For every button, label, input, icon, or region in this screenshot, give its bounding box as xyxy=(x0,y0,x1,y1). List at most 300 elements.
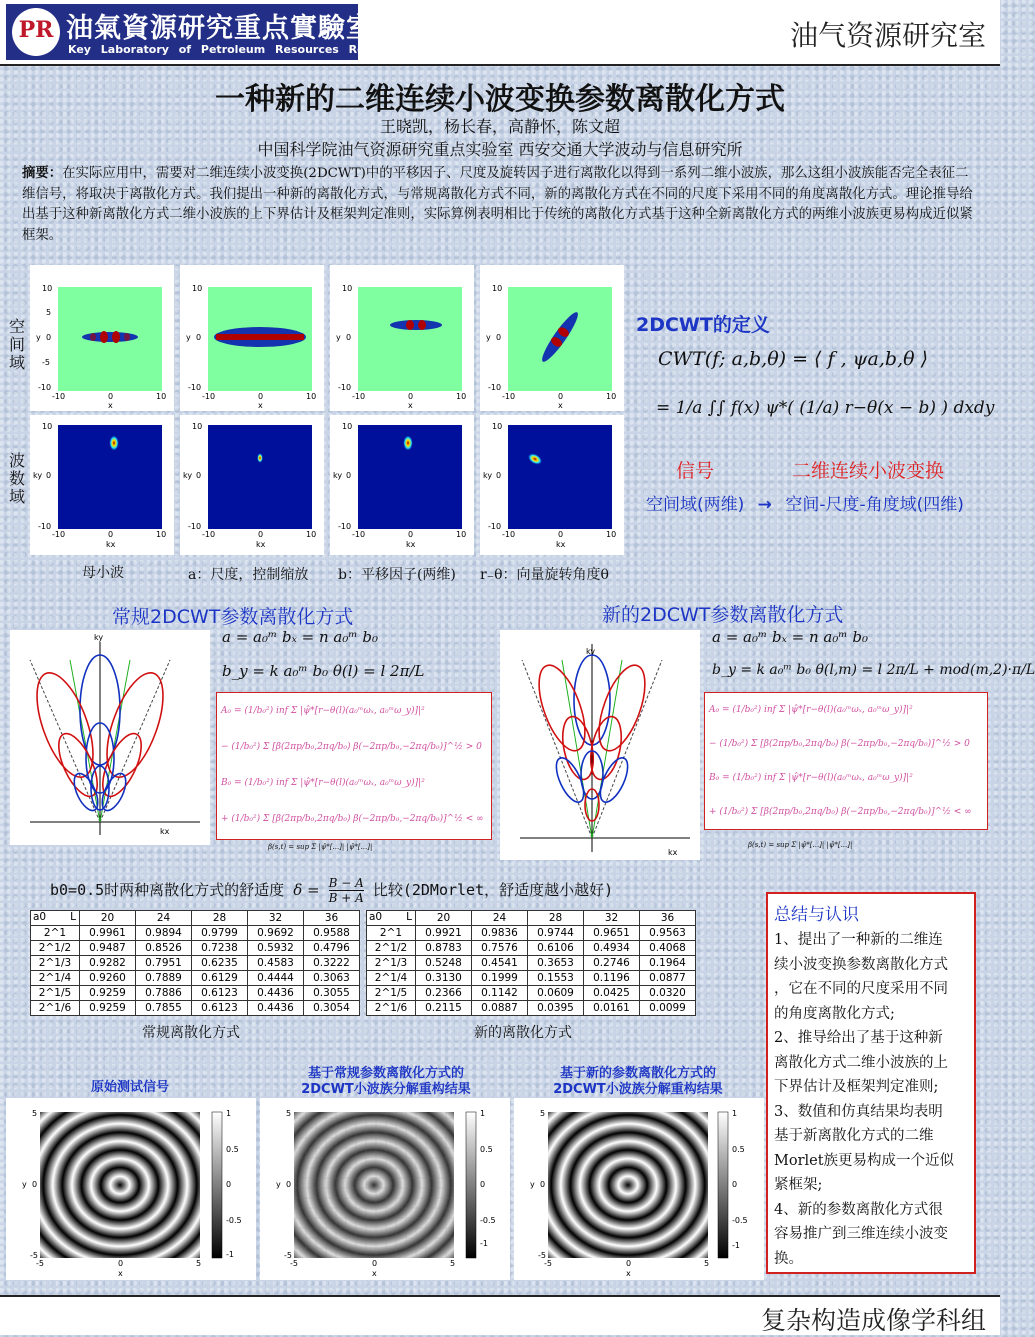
corner-l: L xyxy=(406,911,412,923)
table-cell: 2^1/5 xyxy=(367,986,416,1001)
table-cell: 0.7855 xyxy=(136,1001,192,1016)
svg-text:10: 10 xyxy=(192,422,203,431)
comparison-pre: b0=0.5时两种离散化方式的舒适度 xyxy=(50,881,285,899)
comparison-frac-den: B + A xyxy=(328,891,364,905)
poster-header xyxy=(0,0,1000,66)
svg-text:kx: kx xyxy=(106,540,116,549)
image-title-new xyxy=(520,1066,756,1098)
table-header xyxy=(31,911,360,926)
table-new-caption: 新的离散化方式 xyxy=(474,1025,572,1041)
svg-text:y: y xyxy=(530,1180,535,1189)
svg-text:-1: -1 xyxy=(226,1250,234,1259)
conv-bound-A1: − (1/b₀²) Σ [β(2πp/b₀,2πq/b₀) β(−2πp/b₀,−2πq/b₀)]^½ > 0 xyxy=(221,742,482,752)
svg-text:-5: -5 xyxy=(30,1251,38,1260)
table-cell: 0.7889 xyxy=(136,971,192,986)
summary-line: 1、提出了一种新的二维连 xyxy=(774,932,943,948)
corner-a0: a0 xyxy=(369,911,383,923)
header-cell: 36 xyxy=(640,911,696,926)
table-cell: 0.1999 xyxy=(472,971,528,986)
svg-text:x: x xyxy=(372,1269,377,1278)
svg-text:0: 0 xyxy=(540,1180,546,1189)
image-title-line: 基于常规参数离散化方式的 xyxy=(307,1066,464,1081)
svg-text:0: 0 xyxy=(108,530,114,539)
svg-text:1: 1 xyxy=(732,1109,738,1118)
table-cell: 0.4436 xyxy=(248,1001,304,1016)
table-cell: 0.9651 xyxy=(584,926,640,941)
summary-line: ，它在不同的尺度采用不同 xyxy=(774,981,948,997)
panel-rotation-wavenumber xyxy=(480,415,624,555)
lab-name-en: Key Laboratory of Petroleum Resources Research xyxy=(68,43,406,56)
panel-rotation-space xyxy=(480,265,624,411)
table-cell: 0.1142 xyxy=(472,986,528,1001)
new-beta: β(s,t) = sup Σ |ψ̂*[...]| |ψ̂*[...]| xyxy=(748,841,853,849)
svg-text:0: 0 xyxy=(496,471,502,480)
table-cell: 0.2115 xyxy=(416,1001,472,1016)
svg-text:10: 10 xyxy=(192,284,203,293)
svg-text:0.5: 0.5 xyxy=(732,1145,745,1154)
image-title-line: 基于新的参数离散化方式的 xyxy=(559,1066,716,1081)
table-conventional xyxy=(30,910,360,1016)
svg-text:-0.5: -0.5 xyxy=(480,1216,496,1225)
table-new xyxy=(366,910,696,1016)
label-signal: 信号 xyxy=(676,460,715,482)
table-corner xyxy=(367,911,416,926)
comparison-delta: δ = xyxy=(293,881,320,899)
table-cell: 0.1964 xyxy=(640,956,696,971)
svg-text:0: 0 xyxy=(558,392,564,401)
panel-mother-space xyxy=(30,265,174,411)
new-bound-B1: + (1/b₀²) Σ [β(2πp/b₀,2πq/b₀) β(−2πp/b₀,−2πq/b₀)]^½ < ∞ xyxy=(709,807,972,817)
conv-ky-label: ky xyxy=(94,633,104,642)
table-corner xyxy=(31,911,80,926)
definition-equation-2: = 1/a ∫∫ f(x) ψ*( (1/a) r−θ(x − b) ) dxdy xyxy=(656,398,995,418)
svg-text:0: 0 xyxy=(480,1180,486,1189)
authors: 王晓凯，杨长春，高静怀，陈文超 xyxy=(379,117,620,136)
table-cell: 0.0609 xyxy=(528,986,584,1001)
table-cell: 0.4583 xyxy=(248,956,304,971)
summary-line: 容易推广到三维连续小波变 xyxy=(774,1226,948,1242)
new-ky-label: ky xyxy=(586,647,596,656)
table-cell: 0.7576 xyxy=(472,941,528,956)
table-cell: 2^1/3 xyxy=(367,956,416,971)
table-cell: 2^1/4 xyxy=(367,971,416,986)
table-row xyxy=(31,926,360,941)
table-cell: 0.8526 xyxy=(136,941,192,956)
svg-text:0: 0 xyxy=(118,1259,124,1268)
svg-text:0: 0 xyxy=(258,530,264,539)
table-cell: 0.9259 xyxy=(80,986,136,1001)
table-cell: 0.5248 xyxy=(416,956,472,971)
image-title-conventional xyxy=(268,1066,504,1098)
svg-text:5: 5 xyxy=(32,1109,38,1118)
svg-text:-10: -10 xyxy=(502,530,516,539)
svg-text:10: 10 xyxy=(42,422,53,431)
conv-bound-A0: A₀ = (1/b₀²) inf Σ |ψ̂*[r−θ(l)(a₀ᵐωₓ, a₀ᵐω_y)]|² xyxy=(221,706,425,716)
table-conventional-wrap xyxy=(30,910,360,1016)
svg-text:x: x xyxy=(408,401,413,410)
conv-bound-B0: B₀ = (1/b₀²) inf Σ |ψ̂*[r−θ(l)(a₀ᵐωₓ, a₀ᵐω_y)]|² xyxy=(221,778,425,788)
svg-text:10: 10 xyxy=(606,530,617,539)
svg-text:5: 5 xyxy=(196,1259,202,1268)
table-cell: 0.9799 xyxy=(192,926,248,941)
summary-line: 换。 xyxy=(774,1250,803,1267)
table-cell: 0.6123 xyxy=(192,1001,248,1016)
panel-scale-space xyxy=(180,265,324,411)
summary-line: 离散化方式二维小波族的上 xyxy=(774,1054,948,1071)
svg-text:-0.5: -0.5 xyxy=(732,1216,748,1225)
svg-text:10: 10 xyxy=(156,530,167,539)
caption-rotation-text: 向量旋转角度θ xyxy=(516,567,609,583)
svg-text:0: 0 xyxy=(108,392,114,401)
svg-text:ky: ky xyxy=(333,471,343,480)
table-cell: 0.3054 xyxy=(304,1001,360,1016)
header-cell: 24 xyxy=(136,911,192,926)
comparison-heading xyxy=(50,876,613,905)
comparison-post: 比较(2DMorlet，舒适度越小越好) xyxy=(372,881,614,899)
label-transform: 二维连续小波变换 xyxy=(792,460,945,482)
svg-text:10: 10 xyxy=(456,392,467,401)
table-cell: 2^1/5 xyxy=(31,986,80,1001)
header-cell: 32 xyxy=(584,911,640,926)
table-cell: 0.6123 xyxy=(192,986,248,1001)
new-eq-a: a = a₀ᵐ bₓ = n a₀ᵐ b₀ xyxy=(712,628,868,646)
table-cell: 2^1/6 xyxy=(367,1001,416,1016)
table-cell: 0.4068 xyxy=(640,941,696,956)
table-cell: 0.9260 xyxy=(80,971,136,986)
svg-text:5: 5 xyxy=(450,1259,456,1268)
corner-a0: a0 xyxy=(33,911,47,923)
panel-mother-wavenumber xyxy=(30,415,174,555)
svg-text:0: 0 xyxy=(346,471,352,480)
svg-text:-10: -10 xyxy=(338,383,352,392)
svg-text:-10: -10 xyxy=(202,392,216,401)
department-name: 油气资源研究室 xyxy=(789,19,986,52)
table-cell: 0.9259 xyxy=(80,1001,136,1016)
svg-text:10: 10 xyxy=(456,530,467,539)
svg-text:-10: -10 xyxy=(352,392,366,401)
conv-beta: β(s,t) = sup Σ |ψ̂*[...]| |ψ̂*[...]| xyxy=(268,843,373,851)
svg-text:x: x xyxy=(558,401,563,410)
conventional-bounds-box xyxy=(216,692,492,840)
summary-line: 下界估计及框架判定准则; xyxy=(774,1079,939,1095)
svg-text:ky: ky xyxy=(183,471,193,480)
table-cell: 0.0320 xyxy=(640,986,696,1001)
table-cell: 0.3055 xyxy=(304,986,360,1001)
table-cell: 2^1 xyxy=(31,926,80,941)
summary-line: 2、推导给出了基于这种新 xyxy=(774,1030,943,1046)
table-row xyxy=(31,941,360,956)
table-cell: 2^1/6 xyxy=(31,1001,80,1016)
image-new-reconstruction xyxy=(514,1098,764,1280)
table-cell: 2^1/2 xyxy=(367,941,416,956)
table-cell: 0.0877 xyxy=(640,971,696,986)
svg-text:10: 10 xyxy=(306,530,317,539)
image-title-line: 原始测试信号 xyxy=(90,1080,169,1095)
domain-to: 空间-尺度-角度域(四维) xyxy=(785,495,964,515)
svg-text:10: 10 xyxy=(156,392,167,401)
table-cell: 0.4436 xyxy=(248,986,304,1001)
table-cell: 0.9836 xyxy=(472,926,528,941)
conventional-eq-b: b_y = k a₀ᵐ b₀ θ(l) = l 2π/L xyxy=(222,662,425,680)
table-row xyxy=(31,971,360,986)
header-cell: 20 xyxy=(80,911,136,926)
svg-text:kx: kx xyxy=(556,540,566,549)
svg-text:-5: -5 xyxy=(538,1251,546,1260)
image-conventional-reconstruction xyxy=(260,1098,510,1280)
svg-text:0: 0 xyxy=(226,1180,232,1189)
header-cell: 28 xyxy=(528,911,584,926)
table-cell: 2^1/2 xyxy=(31,941,80,956)
table-cell: 0.9744 xyxy=(528,926,584,941)
svg-text:-1: -1 xyxy=(732,1241,740,1250)
svg-text:-5: -5 xyxy=(36,1259,44,1268)
table-cell: 0.3130 xyxy=(416,971,472,986)
table-row xyxy=(367,941,696,956)
table-row xyxy=(31,956,360,971)
table-cell: 0.9563 xyxy=(640,926,696,941)
svg-text:10: 10 xyxy=(606,392,617,401)
table-cell: 0.2366 xyxy=(416,986,472,1001)
svg-text:ky: ky xyxy=(483,471,493,480)
lab-logo xyxy=(6,4,406,60)
svg-text:5: 5 xyxy=(540,1109,546,1118)
table-cell: 0.6106 xyxy=(528,941,584,956)
svg-text:-10: -10 xyxy=(38,522,52,531)
poster-footer xyxy=(0,1295,1000,1335)
svg-text:0: 0 xyxy=(626,1259,632,1268)
caption-rotation-symbol: r₋θ： xyxy=(480,567,517,583)
conv-bound-B1: + (1/b₀²) Σ [β(2πp/b₀,2πq/b₀) β(−2πp/b₀,−2πq/b₀)]^½ < ∞ xyxy=(221,814,484,824)
table-cell: 0.9692 xyxy=(248,926,304,941)
image-title-line: 2DCWT小波族分解重构结果 xyxy=(553,1082,723,1097)
summary-line: 4、新的参数离散化方式很 xyxy=(774,1201,943,1218)
new-eq-b: b_y = k a₀ᵐ b₀ θ(l,m) = l 2π/L + mod(m,2)·π/L xyxy=(712,662,1035,678)
table-cell: 0.6129 xyxy=(192,971,248,986)
table-cell: 0.9282 xyxy=(80,956,136,971)
image-original xyxy=(6,1098,256,1280)
svg-text:y: y xyxy=(22,1180,27,1189)
new-tiling-plot xyxy=(500,630,700,860)
svg-text:x: x xyxy=(108,401,113,410)
table-cell: 0.7951 xyxy=(136,956,192,971)
table-cell: 0.4934 xyxy=(584,941,640,956)
conv-kx-label: kx xyxy=(160,827,170,836)
header-cell: 28 xyxy=(192,911,248,926)
svg-text:y: y xyxy=(36,333,41,342)
svg-text:ky: ky xyxy=(33,471,43,480)
table-cell: 0.2746 xyxy=(584,956,640,971)
table-cell: 0.7238 xyxy=(192,941,248,956)
table-cell: 2^1/3 xyxy=(31,956,80,971)
svg-text:y: y xyxy=(486,333,491,342)
svg-text:5: 5 xyxy=(46,308,52,317)
research-group: 复杂构造成像学科组 xyxy=(760,1306,986,1335)
svg-text:-10: -10 xyxy=(52,392,66,401)
table-row xyxy=(367,1001,696,1016)
svg-text:-10: -10 xyxy=(488,383,502,392)
svg-text:y: y xyxy=(276,1180,281,1189)
table-cell: 0.3653 xyxy=(528,956,584,971)
svg-text:-10: -10 xyxy=(352,530,366,539)
panel-translation-wavenumber xyxy=(330,415,474,555)
table-cell: 0.0099 xyxy=(640,1001,696,1016)
svg-text:0.5: 0.5 xyxy=(226,1145,239,1154)
new-bound-A1: − (1/b₀²) Σ [β(2πp/b₀,2πq/b₀) β(−2πp/b₀,−2πq/b₀)]^½ > 0 xyxy=(709,739,970,749)
svg-text:0: 0 xyxy=(496,333,502,342)
svg-text:10: 10 xyxy=(42,284,53,293)
table-row xyxy=(367,986,696,1001)
table-row xyxy=(367,971,696,986)
svg-text:5: 5 xyxy=(704,1259,710,1268)
svg-text:10: 10 xyxy=(342,284,353,293)
summary-line: 续小波变换参数离散化方式 xyxy=(774,956,948,973)
table-cell: 0.8783 xyxy=(416,941,472,956)
svg-text:x: x xyxy=(626,1269,631,1278)
row-label-space: 空间域 xyxy=(8,317,25,372)
table-cell: 0.1196 xyxy=(584,971,640,986)
table-cell: 0.0395 xyxy=(528,1001,584,1016)
svg-text:0: 0 xyxy=(408,530,414,539)
table-row xyxy=(367,926,696,941)
header-cell: 36 xyxy=(304,911,360,926)
lab-name-cn: 油氣資源研究重点實驗室 xyxy=(66,13,374,44)
comparison-frac-num: B − A xyxy=(328,876,364,890)
table-cell: 0.4541 xyxy=(472,956,528,971)
svg-text:-1: -1 xyxy=(480,1239,488,1248)
summary-line: Morlet族更易构成一个近似 xyxy=(774,1152,955,1169)
svg-text:0: 0 xyxy=(196,333,202,342)
svg-text:y: y xyxy=(336,333,341,342)
table-cell: 0.9921 xyxy=(416,926,472,941)
summary-line: 的角度离散化方式; xyxy=(774,1005,895,1022)
table-cell: 0.0161 xyxy=(584,1001,640,1016)
svg-text:-0.5: -0.5 xyxy=(226,1216,242,1225)
table-cell: 0.0887 xyxy=(472,1001,528,1016)
summary-line: 3、数值和仿真结果均表明 xyxy=(774,1103,943,1120)
panel-translation-space xyxy=(330,265,474,411)
new-title: 新的2DCWT参数离散化方式 xyxy=(602,604,844,626)
table-conventional-caption: 常规离散化方式 xyxy=(142,1025,240,1041)
table-row xyxy=(31,986,360,1001)
table-cell: 2^1/4 xyxy=(31,971,80,986)
table-cell: 0.9961 xyxy=(80,926,136,941)
svg-text:0: 0 xyxy=(286,1180,292,1189)
svg-text:5: 5 xyxy=(286,1109,292,1118)
svg-text:10: 10 xyxy=(342,422,353,431)
abstract-text: 在实际应用中，需要对二维连续小波变换(2DCWT)中的平移因子、尺度及旋转因子进行离散化以得到一系列二维小波族，那么这组小波族能否完全表征二维信号，将取决于离散化方式。我们提出一种新的离散化方式，与常规离散化方式不同，新的离散化方式在不同的尺度下采用不同的角度离散化方式。理论推导给出基于这种新离散化方式二维小波族的上下界估计及框架判定准则，实际算例表明相比于传统的离散化方式基于这种全新离散化方式的两维小波族更易构成近似紧框架。 xyxy=(22,166,973,243)
conventional-tiling-plot xyxy=(10,630,210,845)
domain-from: 空间域(两维) xyxy=(646,495,745,515)
abstract xyxy=(22,164,978,246)
svg-text:0: 0 xyxy=(558,530,564,539)
definition-equation-1: CWT(f; a,b,θ) = ⟨ f , ψa,b,θ ⟩ xyxy=(658,348,929,370)
logo-emblem-icon xyxy=(12,8,60,56)
header-cell: 32 xyxy=(248,911,304,926)
caption-mother: 母小波 xyxy=(82,565,124,581)
svg-text:1: 1 xyxy=(226,1109,232,1118)
svg-text:10: 10 xyxy=(492,284,503,293)
svg-text:0: 0 xyxy=(732,1180,738,1189)
svg-text:10: 10 xyxy=(492,422,503,431)
svg-text:1: 1 xyxy=(480,1109,486,1118)
table-cell: 0.9487 xyxy=(80,941,136,956)
svg-text:-5: -5 xyxy=(42,358,50,367)
table-cell: 2^1 xyxy=(367,926,416,941)
abstract-label: 摘要： xyxy=(22,166,63,181)
reconstruction-figure xyxy=(6,1098,762,1280)
caption-scale: a：尺度，控制缩放 xyxy=(188,567,309,583)
image-title-line: 2DCWT小波族分解重构结果 xyxy=(301,1082,471,1097)
svg-text:-10: -10 xyxy=(52,530,66,539)
table-cell: 0.4444 xyxy=(248,971,304,986)
table-row xyxy=(367,956,696,971)
new-bound-A0: A₀ = (1/b₀²) inf Σ |ψ̂*[r−θ(l)(a₀ᵐωₓ, a₀ᵐω_y)]|² xyxy=(709,705,913,715)
summary-line: 基于新离散化方式的二维 xyxy=(774,1128,934,1144)
header-cell: 20 xyxy=(416,911,472,926)
caption-translation: b：平移因子(两维) xyxy=(338,567,456,583)
wavelet-figure xyxy=(30,265,624,557)
svg-text:kx: kx xyxy=(256,540,266,549)
summary-line: 紧框架; xyxy=(774,1177,823,1193)
new-bounds-box xyxy=(704,692,988,830)
svg-text:-10: -10 xyxy=(188,522,202,531)
svg-text:-10: -10 xyxy=(202,530,216,539)
image-title-original xyxy=(20,1080,240,1096)
logo-letters: PR xyxy=(18,17,54,43)
table-cell: 0.9894 xyxy=(136,926,192,941)
new-bound-B0: B₀ = (1/b₀²) inf Σ |ψ̂*[r−θ(l)(a₀ᵐωₓ, a₀ᵐω_y)]|² xyxy=(709,773,913,783)
svg-text:kx: kx xyxy=(406,540,416,549)
svg-text:-5: -5 xyxy=(544,1259,552,1268)
svg-text:x: x xyxy=(118,1269,123,1278)
table-cell: 0.1553 xyxy=(528,971,584,986)
svg-text:0: 0 xyxy=(258,392,264,401)
caption-rotation xyxy=(480,564,609,584)
svg-text:0: 0 xyxy=(32,1180,38,1189)
svg-text:-5: -5 xyxy=(284,1251,292,1260)
summary-text xyxy=(774,928,970,1271)
svg-text:0: 0 xyxy=(46,471,52,480)
panel-scale-wavenumber xyxy=(180,415,324,555)
svg-text:-5: -5 xyxy=(290,1259,298,1268)
definition-title: 2DCWT的定义 xyxy=(636,314,770,336)
header-cell: 24 xyxy=(472,911,528,926)
affiliation: 中国科学院油气资源研究重点实验室 西安交通大学波动与信息研究所 xyxy=(257,140,743,159)
svg-text:-10: -10 xyxy=(188,383,202,392)
svg-text:0.5: 0.5 xyxy=(480,1145,493,1154)
svg-text:0: 0 xyxy=(408,392,414,401)
svg-text:0: 0 xyxy=(346,333,352,342)
domain-mapping xyxy=(646,490,964,515)
table-header xyxy=(367,911,696,926)
svg-text:-10: -10 xyxy=(488,522,502,531)
new-kx-label: kx xyxy=(668,848,678,857)
table-cell: 0.9588 xyxy=(304,926,360,941)
table-cell: 0.5932 xyxy=(248,941,304,956)
svg-text:-10: -10 xyxy=(38,383,52,392)
table-cell: 0.3222 xyxy=(304,956,360,971)
svg-text:0: 0 xyxy=(372,1259,378,1268)
poster-title: 一种新的二维连续小波变换参数离散化方式 xyxy=(215,82,785,117)
svg-text:0: 0 xyxy=(46,333,52,342)
conventional-eq-a: a = a₀ᵐ bₓ = n a₀ᵐ b₀ xyxy=(222,628,378,646)
conventional-title: 常规2DCWT参数离散化方式 xyxy=(112,606,354,628)
summary-box xyxy=(766,892,976,1274)
svg-text:x: x xyxy=(258,401,263,410)
svg-text:10: 10 xyxy=(306,392,317,401)
table-cell: 0.3063 xyxy=(304,971,360,986)
summary-title: 总结与认识 xyxy=(774,905,859,925)
